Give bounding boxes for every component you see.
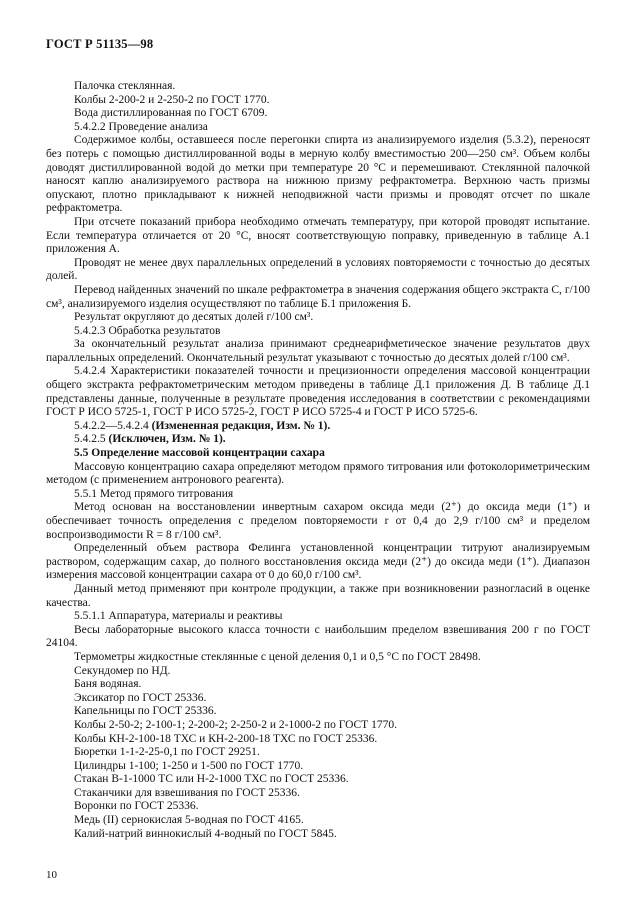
list-item: Цилиндры 1-100; 1-250 и 1-500 по ГОСТ 1770. <box>74 759 304 772</box>
document-body <box>46 80 590 841</box>
list-item: Секундомер по НД. <box>74 664 171 677</box>
paragraph: 5.4.2.4 Характеристики показателей точности и прецизионности определения массовой концентрации общего экстракта рефрактометрическим методом приведены в таблице Д.1 приложения Д. В таблице Д.1 представлены данные, полученные в результате проведения исследования в соответствии с рекомендациями ГОСТ Р ИСО 5725-1, ГОСТ Р ИСО 5725-2, ГОСТ Р ИСО 5725-4 и ГОСТ Р ИСО 5725-6. <box>46 365 590 419</box>
amendment-note: 5.4.2.5 (Исключен, Изм. № 1). <box>74 433 226 446</box>
section-heading: 5.4.2.3 Обработка результатов <box>74 324 221 337</box>
list-item: Калий-натрий виннокислый 4-водный по ГОСТ 5845. <box>74 827 337 840</box>
list-item: Стакан В-1-1000 ТС или Н-2-1000 ТХС по ГОСТ 25336. <box>74 773 349 786</box>
paragraph: Массовую концентрацию сахара определяют методом прямого титрования или фотоколориметрическим методом (с применением антронового реагента). <box>46 460 590 487</box>
paragraph: Колбы 2-200-2 и 2-250-2 по ГОСТ 1770. <box>74 93 270 106</box>
section-heading: 5.5.1 Метод прямого титрования <box>74 487 234 500</box>
paragraph: Палочка стеклянная. <box>74 80 176 92</box>
paragraph: Содержимое колбы, оставшееся после перегонки спирта из анализируемого изделия (5.3.2), переносят без потерь с помощью дистиллированной воды в мерную колбу вместимостью 200—250 см³. Объем колбы доводят дистиллированной водой до метки при температуре 20 °С и перемешивают. Стеклянной палочкой наносят каплю анализируемого раствора на нижнюю призму рефрактометра. Верхнюю часть призмы опускают, плотно прикладывают к нижней неподвижной части призмы и проводят отсчет по шкале рефрактометра. <box>46 134 590 215</box>
paragraph: Метод основан на восстановлении инвертным сахаром оксида меди (2⁺) до оксида меди (1⁺) и обеспечивает точность определения с пределом повторяемости r от 0,4 до 2,9 г/100 см³ и пределом воспроизводимости R = 8 г/100 см³. <box>46 501 590 541</box>
list-item: Весы лабораторные высокого класса точности с наибольшим пределом взвешивания 200 г по ГОСТ 24104. <box>46 623 590 650</box>
list-item: Эксикатор по ГОСТ 25336. <box>74 691 207 704</box>
section-heading: 5.5 Определение массовой концентрации сахара <box>74 447 325 460</box>
paragraph: При отсчете показаний прибора необходимо отмечать температуру, при которой проводят испытание. Если температура отличается от 20 °С, вносят соответствующую поправку, приведенную в таблице А.1 приложения А. <box>46 215 590 256</box>
list-item: Бюретки 1-1-2-25-0,1 по ГОСТ 29251. <box>74 746 260 759</box>
list-item: Колбы 2-50-2; 2-100-1; 2-200-2; 2-250-2 и 2-1000-2 по ГОСТ 1770. <box>74 718 397 731</box>
list-item: Капельницы по ГОСТ 25336. <box>74 705 217 718</box>
paragraph: Вода дистиллированная по ГОСТ 6709. <box>74 107 268 120</box>
list-item: Термометры жидкостные стеклянные с ценой деления 0,1 и 0,5 °С по ГОСТ 28498. <box>74 650 481 663</box>
paragraph: Перевод найденных значений по шкале рефрактометра в значения содержания общего экстракта С, г/100 см³, анализируемого изделия осуществляют по таблице Б.1 приложения Б. <box>46 283 590 310</box>
paragraph: Проводят не менее двух параллельных определений в условиях повторяемости с точностью до десятых долей. <box>46 256 590 283</box>
list-item: Стаканчики для взвешивания по ГОСТ 25336. <box>74 786 300 799</box>
running-header: ГОСТ Р 51135—98 <box>46 37 154 51</box>
list-item: Воронки по ГОСТ 25336. <box>74 800 199 813</box>
paragraph: Результат округляют до десятых долей г/100 см³. <box>74 311 314 324</box>
list-item: Баня водяная. <box>74 678 142 691</box>
amendment-note: 5.4.2.2—5.4.2.4 (Измененная редакция, Изм. № 1). <box>74 419 331 432</box>
section-heading: 5.4.2.2 Проведение анализа <box>74 120 208 133</box>
section-heading: 5.5.1.1 Аппаратура, материалы и реактивы <box>74 610 283 623</box>
paragraph: За окончательный результат анализа принимают среднеарифметическое значение результатов двух параллельных определений. Окончательный результат указывают с точностью до десятых долей г/100 см³. <box>46 338 590 364</box>
paragraph: Определенный объем раствора Фелинга установленной концентрации титруют анализируемым раствором, содержащим сахар, до полного восстановления оксида меди (2⁺) до оксида меди (1⁺). Диапазон измерения массовой концентрации сахара от 0 до 60,0 г/100 см³. <box>46 542 590 582</box>
paragraph: Данный метод применяют при контроле продукции, а также при возникновении разногласий в оценке качества. <box>46 582 590 609</box>
page-number: 10 <box>46 869 57 881</box>
list-item: Колбы КН-2-100-18 ТХС и КН-2-200-18 ТХС по ГОСТ 25336. <box>74 732 378 745</box>
list-item: Медь (II) сернокислая 5-водная по ГОСТ 4165. <box>74 814 304 827</box>
